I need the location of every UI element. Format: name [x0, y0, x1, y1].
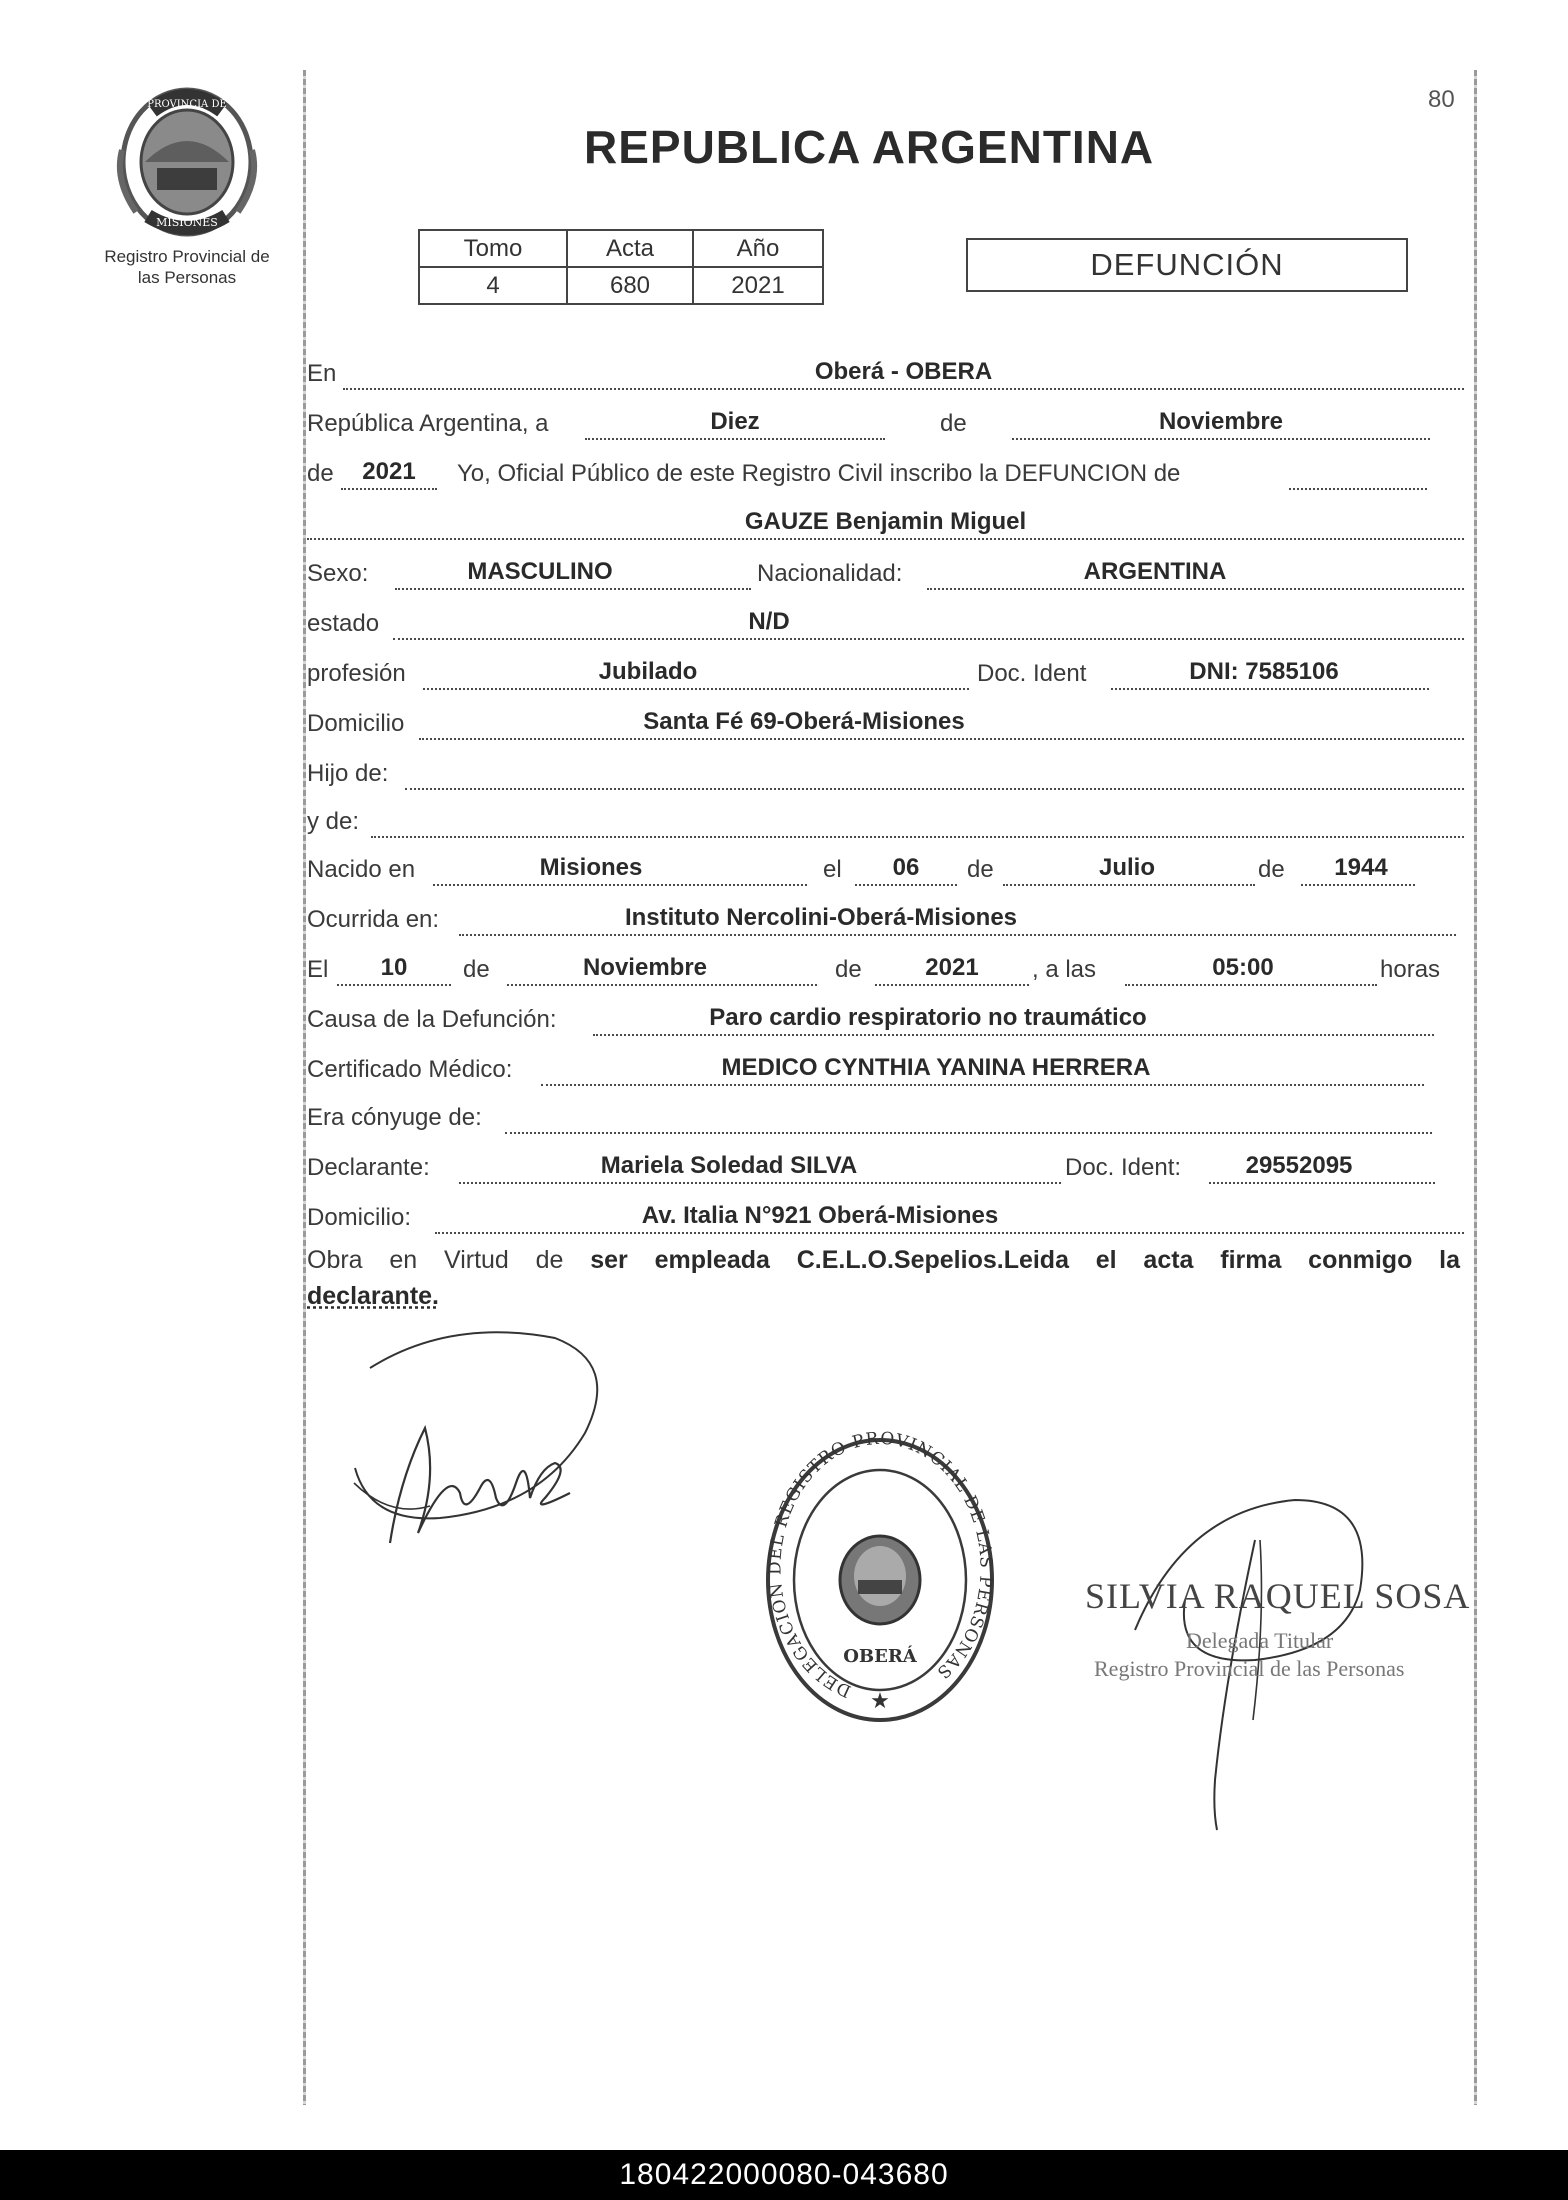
domicilio2-value: Av. Italia N°921 Oberá-Misiones [641, 1202, 999, 1229]
dia-line [585, 438, 885, 440]
ocurrida-value: Instituto Nercolini-Oberá-Misiones [624, 904, 1018, 931]
tomo-header: Tomo [419, 230, 567, 267]
causa-value: Paro cardio respiratorio no traumático [709, 1004, 1147, 1031]
domicilio-line [419, 738, 1464, 740]
obra-label: Obra en Virtud de [307, 1246, 564, 1274]
page-title: REPUBLICA ARGENTINA [584, 121, 1155, 173]
row-republica [307, 402, 1464, 442]
inscribo-text: Yo, Oficial Público de este Registro Civil inscribo la DEFUNCION de [457, 460, 1181, 487]
nac-mes-line [1003, 884, 1255, 886]
nacido-el-label: el [823, 856, 842, 883]
row-profesion [307, 652, 1464, 692]
obra-value-continued: declarante. [307, 1282, 440, 1310]
conyuge-line [505, 1132, 1432, 1134]
nacionalidad-value: ARGENTINA [1083, 558, 1227, 585]
nac-de2-label: de [1258, 856, 1285, 883]
page-number: 80 [1428, 86, 1455, 113]
anio-value: 2021 [693, 267, 823, 304]
doc-ident-label: Doc. Ident [977, 660, 1087, 687]
nac-dia-value: 06 [892, 854, 920, 881]
stamp-city: OBERÁ [843, 1646, 917, 1667]
domicilio-value: Santa Fé 69-Oberá-Misiones [643, 708, 965, 735]
registry-table [418, 229, 824, 305]
anio-value: 2021 [362, 458, 416, 485]
doc-ident-line [1111, 688, 1429, 690]
tomo-value: 4 [419, 267, 567, 304]
acta-header: Acta [567, 230, 693, 267]
en-line [343, 388, 1464, 390]
left-margin-line [303, 70, 306, 2105]
registry-header-row [419, 230, 823, 267]
nacido-label: Nacido en [307, 856, 416, 883]
emblem-text-bottom: MISIONES [156, 216, 218, 229]
anio-prefix-label: de [307, 460, 334, 487]
ocurrida-line [459, 934, 1456, 936]
row-estado [307, 602, 1464, 642]
anio-line [341, 488, 437, 490]
registro-caption [82, 246, 292, 288]
official-role: Delegada Titular [1186, 1628, 1334, 1653]
document-code-footer: 180422000080-043680 [0, 2150, 1568, 2200]
row-causa [307, 998, 1464, 1038]
hijo-line [405, 788, 1464, 790]
mes-de-label: de [940, 410, 967, 437]
y-de-label: y de: [307, 808, 360, 835]
inscribo-tail-line [1289, 488, 1427, 490]
row-ocurrida [307, 898, 1464, 938]
domicilio-label: Domicilio [307, 710, 405, 737]
dia-value: Diez [710, 408, 760, 435]
registro-line-1: Registro Provincial de [104, 247, 270, 266]
domicilio2-line [435, 1232, 1464, 1234]
anio-header: Año [693, 230, 823, 267]
domicilio2-label: Domicilio: [307, 1204, 412, 1231]
official-stamp [760, 1430, 1000, 1730]
declarante-doc-line [1209, 1182, 1435, 1184]
doc-ident-value: DNI: 7585106 [1189, 658, 1339, 685]
hijo-label: Hijo de: [307, 760, 389, 787]
obra-text [307, 1240, 1460, 1280]
row-conyuge [307, 1096, 1464, 1136]
declarante-label: Declarante: [307, 1154, 430, 1181]
def-anio-line [875, 984, 1029, 986]
declarante-value: Mariela Soledad SILVA [600, 1152, 858, 1179]
row-sexo [307, 552, 1464, 592]
row-certificado [307, 1048, 1464, 1088]
row-domicilio [307, 702, 1464, 742]
declarante-line [459, 1182, 1061, 1184]
en-label: En [307, 360, 337, 387]
declarante-doc-value: 29552095 [1245, 1152, 1353, 1179]
horas-label: horas [1380, 956, 1441, 983]
acta-value: 680 [567, 267, 693, 304]
official-organization: Registro Provincial de las Personas [1094, 1656, 1405, 1681]
profesion-line [423, 688, 969, 690]
nac-anio-value: 1944 [1334, 854, 1388, 881]
profesion-label: profesión [307, 660, 406, 687]
def-hora-value: 05:00 [1212, 954, 1274, 981]
registry-value-row [419, 267, 823, 304]
mes-line [1012, 438, 1430, 440]
certificado-value: MEDICO CYNTHIA YANINA HERRERA [721, 1054, 1151, 1081]
sexo-line [395, 588, 751, 590]
estado-line [393, 638, 1464, 640]
def-dia-value: 10 [380, 954, 408, 981]
stamp-star-icon: ★ [870, 1688, 890, 1713]
nacido-value: Misiones [539, 854, 643, 881]
conyuge-label: Era cónyuge de: [307, 1104, 482, 1131]
en-value: Oberá - OBERA [814, 358, 993, 385]
def-hora-line [1125, 984, 1377, 986]
obra-value: ser empleada C.E.L.O.Sepelios.Leida el acta firma conmigo la [590, 1246, 1460, 1274]
provincial-emblem [112, 80, 262, 240]
nac-de1-label: de [967, 856, 994, 883]
certificado-line [541, 1084, 1424, 1086]
deceased-name: GAUZE Benjamin Miguel [744, 508, 1027, 535]
nac-anio-line [1301, 884, 1415, 886]
row-hijo [307, 752, 1464, 792]
republica-label: República Argentina, a [307, 410, 549, 437]
causa-label: Causa de la Defunción: [307, 1006, 557, 1033]
document-type-box: DEFUNCIÓN [966, 238, 1408, 292]
row-nombre [307, 502, 1464, 542]
nacionalidad-label: Nacionalidad: [757, 560, 903, 587]
causa-line [593, 1034, 1434, 1036]
estado-value: N/D [748, 608, 790, 635]
mes-value: Noviembre [1158, 408, 1284, 435]
registro-line-2: las Personas [137, 268, 237, 287]
nac-mes-value: Julio [1098, 854, 1155, 881]
nac-dia-line [855, 884, 957, 886]
declarant-signature [330, 1318, 620, 1548]
official-name: SILVIA RAQUEL SOSA [1085, 1576, 1471, 1616]
def-anio-value: 2021 [925, 954, 979, 981]
row-nacido [307, 848, 1464, 888]
profesion-value: Jubilado [598, 658, 698, 685]
def-de2-label: de [835, 956, 862, 983]
y-de-line [371, 836, 1464, 838]
certificado-label: Certificado Médico: [307, 1056, 513, 1083]
def-el-label: El [307, 956, 329, 983]
nombre-line [307, 538, 1464, 540]
row-en [307, 352, 1464, 392]
emblem-text-top: PROVINCIA DE [147, 99, 227, 110]
declarante-doc-label: Doc. Ident: [1065, 1154, 1182, 1181]
sexo-label: Sexo: [307, 560, 369, 587]
a-las-label: , a las [1032, 956, 1097, 983]
def-mes-value: Noviembre [582, 954, 708, 981]
row-inscribo [307, 452, 1464, 492]
def-dia-line [337, 984, 451, 986]
estado-label: estado [307, 610, 380, 637]
right-margin-line [1474, 70, 1477, 2105]
row-domicilio-declarante [307, 1196, 1464, 1236]
stamp-ring-text: DELEGACIÓN DEL REGISTRO PROVINCIAL DE LAS PERSONAS [765, 1430, 996, 1701]
ocurrida-label: Ocurrida en: [307, 906, 440, 933]
nacido-line [433, 884, 807, 886]
row-fecha-defuncion [307, 948, 1464, 988]
sexo-value: MASCULINO [467, 558, 613, 585]
def-de1-label: de [463, 956, 490, 983]
nacionalidad-line [927, 588, 1464, 590]
row-y-de [307, 800, 1464, 840]
def-mes-line [507, 984, 817, 986]
row-declarante [307, 1146, 1464, 1186]
